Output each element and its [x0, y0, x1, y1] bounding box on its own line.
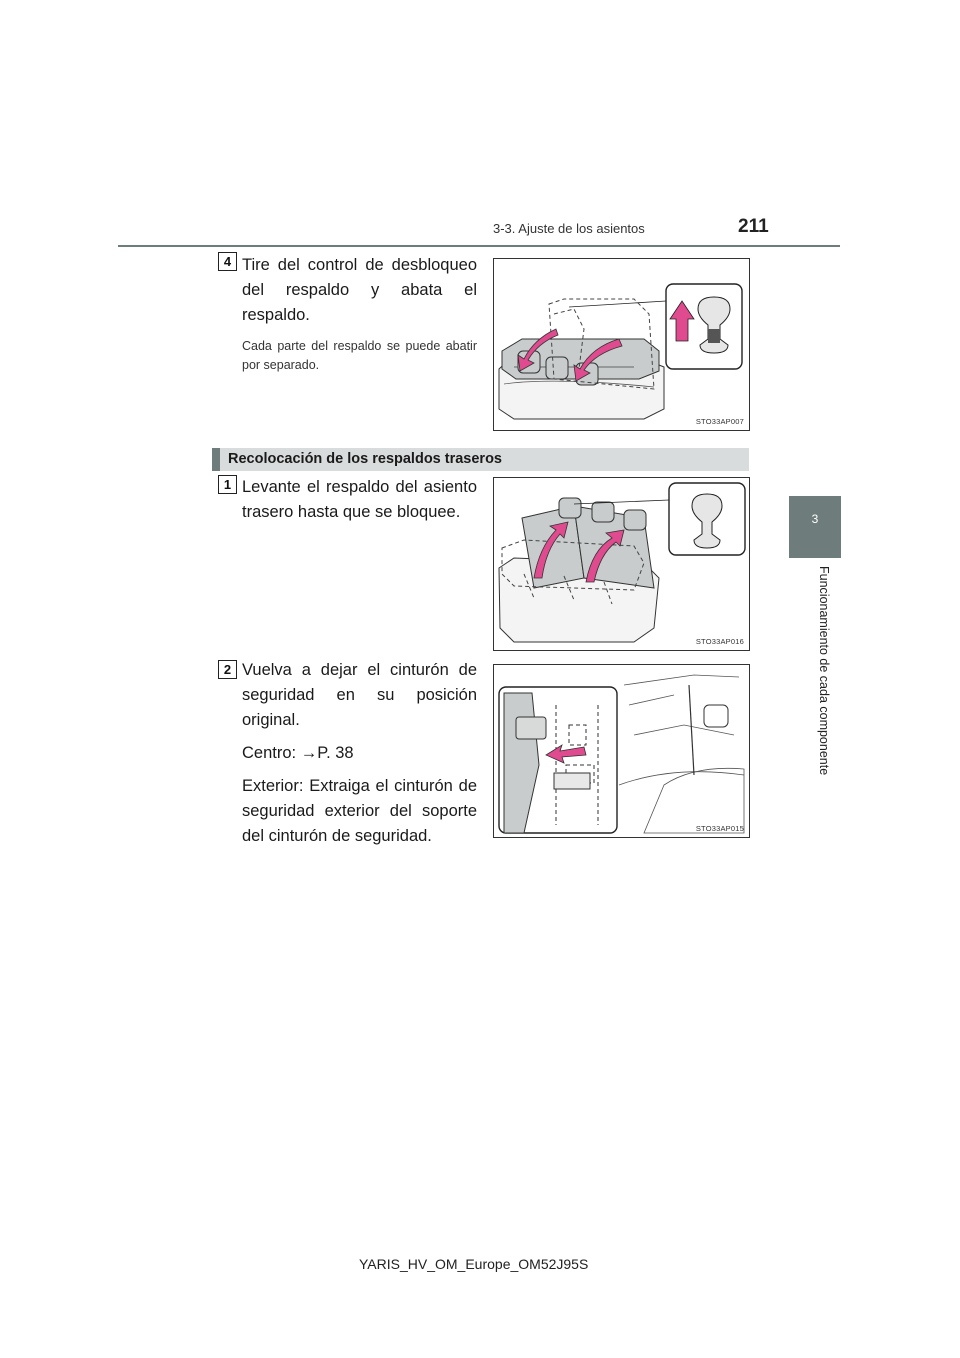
chapter-number: 3	[811, 512, 819, 526]
document-footer: YARIS_HV_OM_Europe_OM52J95S	[359, 1256, 589, 1272]
step-instruction: Levante el respaldo del asiento trasero hasta que se bloquee.	[242, 478, 477, 521]
figure-code: STO33AP015	[695, 824, 744, 833]
section-header: 3-3. Ajuste de los asientos	[493, 221, 645, 236]
chapter-tab	[789, 496, 841, 558]
step-2-text	[242, 658, 477, 849]
step-instruction: Tire del control de desbloqueo del respaldo y abata el respaldo.	[242, 256, 477, 324]
step-instruction: Vuelva a dejar el cinturón de seguridad en su posición original.	[242, 661, 477, 729]
step-4-text	[242, 253, 477, 375]
header-divider	[118, 245, 840, 247]
figure-raise-seatback	[493, 477, 750, 651]
step-1-text	[242, 475, 477, 525]
section-title-bar	[212, 448, 749, 471]
step-number: 1	[218, 475, 237, 494]
figure-code: STO33AP016	[695, 637, 744, 646]
section-title: Recolocación de los respaldos traseros	[228, 451, 502, 467]
step-number: 4	[218, 252, 237, 271]
step-reference: Centro: →P. 38	[242, 744, 354, 762]
chapter-title-text: Funcionamiento de cada componente	[817, 566, 831, 776]
step-number: 2	[218, 660, 237, 679]
page-number: 211	[738, 216, 769, 237]
step-detail: Exterior: Extraiga el cinturón de seguridad exterior del soporte del cinturón de seguridad.	[242, 777, 477, 845]
figure-seatbelt-holder	[493, 664, 750, 838]
figure-code: STO33AP007	[695, 417, 744, 426]
figure-fold-seatback	[493, 258, 750, 431]
chapter-title	[818, 566, 838, 800]
step-note: Cada parte del respaldo se puede abatir por separado.	[242, 339, 477, 372]
